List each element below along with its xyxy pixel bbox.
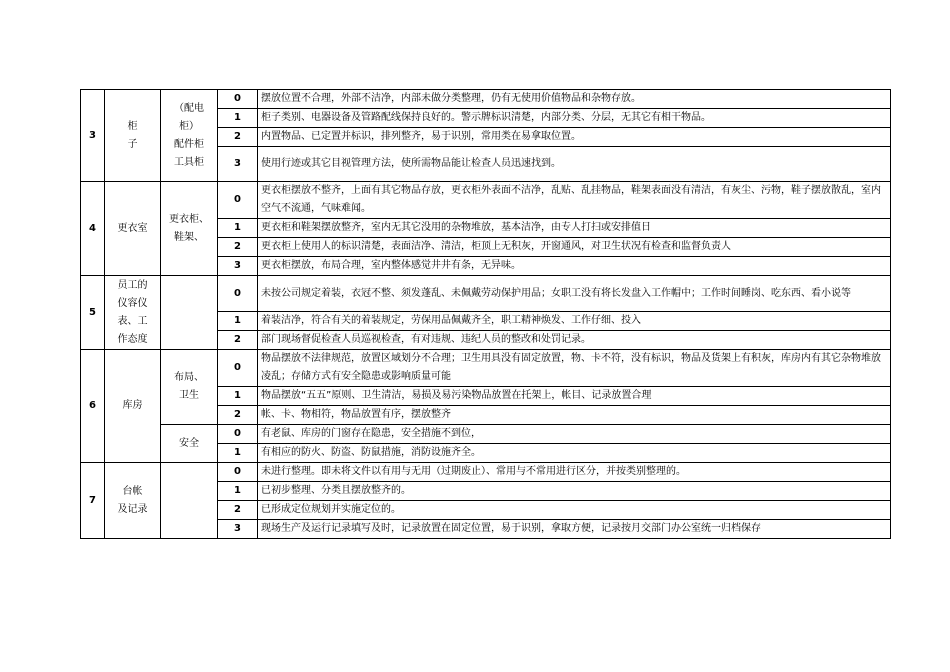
- score-cell: 2: [218, 238, 258, 257]
- standard-cell: 摆放位置不合理，外部不洁净，内部未做分类整理，仍有无使用价值物品和杂物存放。: [258, 90, 891, 109]
- section-number: 5: [81, 276, 105, 350]
- table-row: [81, 90, 891, 109]
- standard-cell: 物品摆放不法律规范，放置区域划分不合理；卫生用具没有固定放置，物、卡不符，没有标识，物品及货架上有积灰，库房内有其它杂物堆放凌乱；存储方式有安全隐患或影响质量可能: [258, 350, 891, 387]
- section-item: 库房: [105, 350, 161, 463]
- score-cell: 2: [218, 406, 258, 425]
- standard-cell: 物品摆放“五五”原则、卫生清洁，易损及易污染物品放置在托架上，帐目、记录放置合理: [258, 387, 891, 406]
- section-item: 台帐 及记录: [105, 463, 161, 539]
- standard-cell: 帐、卡、物相符，物品放置有序，摆放整齐: [258, 406, 891, 425]
- standard-cell: 已初步整理、分类且摆放整齐的。: [258, 482, 891, 501]
- standard-cell: 现场生产及运行记录填写及时，记录放置在固定位置，易于识别，拿取方便，记录按月交部门办公室统一归档保存: [258, 520, 891, 539]
- score-cell: 0: [218, 276, 258, 312]
- standard-cell: 使用行迹或其它目视管理方法，使所需物品能让检查人员迅速找到。: [258, 147, 891, 182]
- section-number: 3: [81, 90, 105, 182]
- section-subitem: 布局、 卫生: [161, 350, 218, 425]
- section-item: 员工的 仪容仪 表、工 作态度: [105, 276, 161, 350]
- section-subitem: [161, 463, 218, 539]
- section-item: 柜 子: [105, 90, 161, 182]
- score-cell: 1: [218, 387, 258, 406]
- standard-cell: 更衣柜摆放不整齐，上面有其它物品存放，更衣柜外表面不洁净，乱贴、乱挂物品，鞋架表面没有清洁，有灰尘、污物，鞋子摆放散乱，室内空气不流通，气味难闻。: [258, 182, 891, 219]
- section-number: 4: [81, 182, 105, 276]
- standard-cell: 已形成定位规划并实施定位的。: [258, 501, 891, 520]
- score-cell: 1: [218, 444, 258, 463]
- section-item: 更衣室: [105, 182, 161, 276]
- score-cell: 0: [218, 182, 258, 219]
- standard-cell: 更衣柜摆放，布局合理，室内整体感觉井井有条，无异味。: [258, 257, 891, 276]
- table-row: [81, 182, 891, 219]
- score-cell: 0: [218, 425, 258, 444]
- score-cell: 0: [218, 350, 258, 387]
- standard-cell: 着装洁净，符合有关的着装规定，劳保用品佩戴齐全，职工精神焕发、工作仔细、投入: [258, 312, 891, 331]
- score-cell: 0: [218, 463, 258, 482]
- standard-cell: 内置物品、已定置并标识，排列整齐，易于识别，常用类在易拿取位置。: [258, 128, 891, 147]
- score-cell: 1: [218, 219, 258, 238]
- inspection-table: [80, 89, 891, 539]
- section-number: 7: [81, 463, 105, 539]
- score-cell: 2: [218, 501, 258, 520]
- score-cell: 2: [218, 331, 258, 350]
- standard-cell: 有相应的防火、防盗、防鼠措施，消防设施齐全。: [258, 444, 891, 463]
- table-row: [81, 276, 891, 312]
- standard-cell: 未进行整理。即未将文件以有用与无用（过期废止）、常用与不常用进行区分，并按类别整理的。: [258, 463, 891, 482]
- score-cell: 0: [218, 90, 258, 109]
- standard-cell: 更衣柜和鞋架摆放整齐，室内无其它没用的杂物堆放，基本洁净，由专人打扫或安排值日: [258, 219, 891, 238]
- score-cell: 1: [218, 482, 258, 501]
- table-row: [81, 350, 891, 387]
- score-cell: 3: [218, 147, 258, 182]
- section-subitem: 更衣柜、 鞋架、: [161, 182, 218, 276]
- score-cell: 3: [218, 257, 258, 276]
- standard-cell: 柜子类别、电器设备及管路配线保持良好的。警示牌标识清楚，内部分类、分层，无其它有相干物品。: [258, 109, 891, 128]
- score-cell: 1: [218, 312, 258, 331]
- standard-cell: 未按公司规定着装，衣冠不整、须发蓬乱、未佩戴劳动保护用品；女职工没有将长发盘入工作帽中；工作时间睡岗、吃东西、看小说等: [258, 276, 891, 312]
- section-subitem: 安全: [161, 425, 218, 463]
- standard-cell: 更衣柜上使用人的标识清楚，表面洁净、清洁，柜顶上无积灰，开窗通风，对卫生状况有检查和监督负责人: [258, 238, 891, 257]
- score-cell: 3: [218, 520, 258, 539]
- table-row: [81, 463, 891, 482]
- section-subitem: （配电 柜） 配件柜 工具柜: [161, 90, 218, 182]
- standard-cell: 有老鼠、库房的门窗存在隐患，安全措施不到位，: [258, 425, 891, 444]
- section-number: 6: [81, 350, 105, 463]
- section-subitem: [161, 276, 218, 350]
- score-cell: 2: [218, 128, 258, 147]
- score-cell: 1: [218, 109, 258, 128]
- standard-cell: 部门现场督促检查人员巡视检查，有对违规、违纪人员的整改和处罚记录。: [258, 331, 891, 350]
- table-row: [81, 425, 891, 444]
